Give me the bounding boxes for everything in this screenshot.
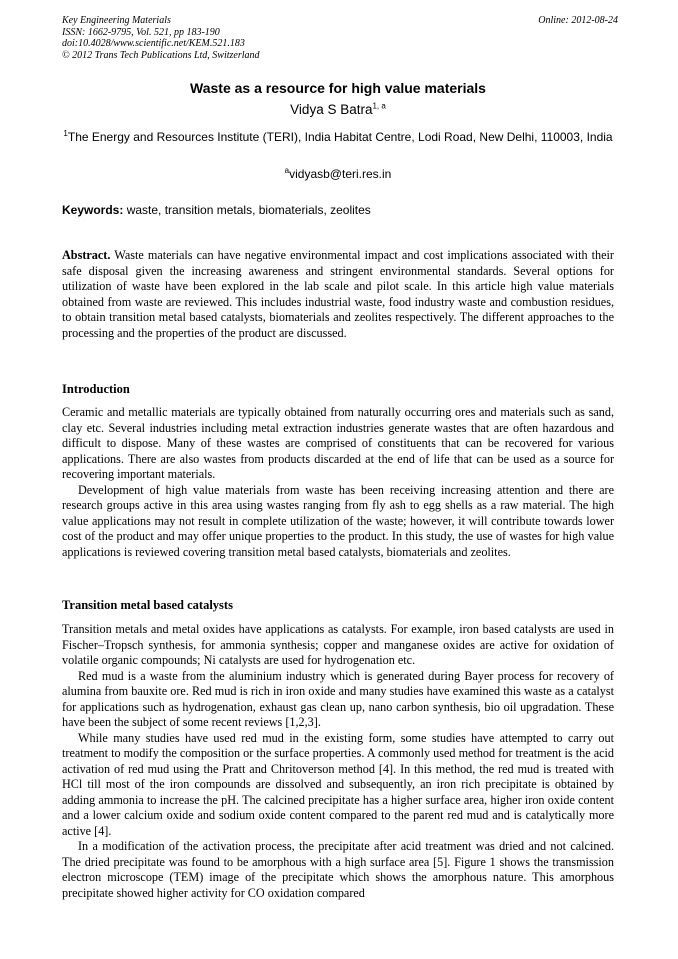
section-heading-transition-metal-catalysts: Transition metal based catalysts: [62, 598, 233, 612]
abstract: [62, 248, 614, 341]
paragraph: Ceramic and metallic materials are typically obtained from naturally occurring ores and materials such as sand, clay etc. Several industries including metal extraction industries generate wastes that are often hazardous and difficult to dispose. Many of these wastes are comprised of constituents that can be recovered for various applications. There are also wastes from products discarded at the end of life that can be used as a source for recovering important materials.: [62, 405, 614, 481]
copyright-line: © 2012 Trans Tech Publications Ltd, Switzerland: [62, 49, 260, 61]
section-heading-introduction: Introduction: [62, 382, 130, 396]
paragraph: Development of high value materials from waste has been receiving increasing attention and there are research groups active in this area using wastes ranging from fly ash to egg shells as a raw material. The high value applications may not result in complete utilization of the waste; however, it will contribute towards lower cost of the product and may offer unique properties to the product. In this study, the use of wastes for high value applications is reviewed covering transition metal based catalysts, biomaterials and zeolites.: [62, 482, 614, 559]
affiliation-text: The Energy and Resources Institute (TERI), India Habitat Centre, Lodi Road, New Delhi, 110003, India: [67, 130, 613, 144]
transition-body: [62, 622, 614, 901]
author-name: Vidya S Batra: [290, 102, 373, 117]
keywords-text: waste, transition metals, biomaterials, zeolites: [123, 203, 371, 217]
abstract-text: Waste materials can have negative environmental impact and cost implications associated with their safe disposal given the increasing awareness and stringent environmental standards. Several options for utilization of waste have been explored in the lab scale and pilot scale. In this article high value materials obtained from waste are reviewed. This includes industrial waste, food industry waste and combustion residues, to obtain transition metal based catalysts, biomaterials and zeolites respectively. The different approaches to the processing and the properties of the product are discussed.: [62, 248, 614, 340]
abstract-label: Abstract.: [62, 248, 111, 262]
affiliation: [62, 130, 614, 146]
paragraph: Red mud is a waste from the aluminium industry which is generated during Bayer process for recovery of alumina from bauxite ore. Red mud is rich in iron oxide and many studies have examined this waste as a catalyst for applications such as hydrogenation, exhaust gas clean up, nano carbon synthesis, bio oil upgradation. These have been the subject of some recent reviews [1,2,3].: [62, 668, 614, 729]
keywords: [62, 203, 614, 217]
doi-line: doi:10.4028/www.scientific.net/KEM.521.183: [62, 38, 245, 49]
author-marks: 1, a: [372, 101, 386, 111]
introduction-body: [62, 405, 614, 560]
issn-line: ISSN: 1662-9795, Vol. 521, pp 183-190: [62, 26, 220, 38]
email-mark: a: [284, 166, 290, 175]
email-line: [62, 167, 614, 181]
paragraph: In a modification of the activation process, the precipitate after acid treatment was dried and not calcined. The dried precipitate was found to be amorphous with a high surface area [5]. Figure 1 shows the transmission electron microscope (TEM) image of the precipitate which shows the amorphous nature. This amorphous precipitate showed higher activity for CO oxidation compared: [62, 839, 614, 900]
email-address[interactable]: vidyasb@teri.res.in: [289, 167, 392, 181]
journal-header: [62, 15, 618, 61]
affiliation-mark: 1: [63, 129, 68, 138]
paper-title: Waste as a resource for high value materials: [190, 80, 486, 96]
keywords-label: Keywords:: [62, 203, 124, 217]
paragraph: While many studies have used red mud in the existing form, some studies have attempted to carry out treatment to modify the composition or the surface properties. A commonly used method for treatment is the acid activation of red mud using the Pratt and Chritoverson method [4]. In this method, the red mud is treated with HCl till most of the iron compounds are dissolved and subsequently, an iron rich precipitate is obtained by adding ammonia to increase the pH. The calcined precipitate has a higher surface area, higher iron oxide content and a lower calcium oxide and sodium oxide content compared to the parent red mud and is catalytically more active [4].: [62, 730, 614, 838]
author-line: [62, 102, 614, 117]
paragraph: Transition metals and metal oxides have applications as catalysts. For example, iron based catalysts are used in Fischer–Tropsch synthesis, for ammonia synthesis; copper and manganese oxides are active for oxidation of volatile organic compounds; Ni catalysts are used for hydrogenation etc.: [62, 622, 614, 667]
online-date: Online: 2012-08-24: [538, 15, 618, 26]
journal-name: Key Engineering Materials: [62, 15, 171, 26]
